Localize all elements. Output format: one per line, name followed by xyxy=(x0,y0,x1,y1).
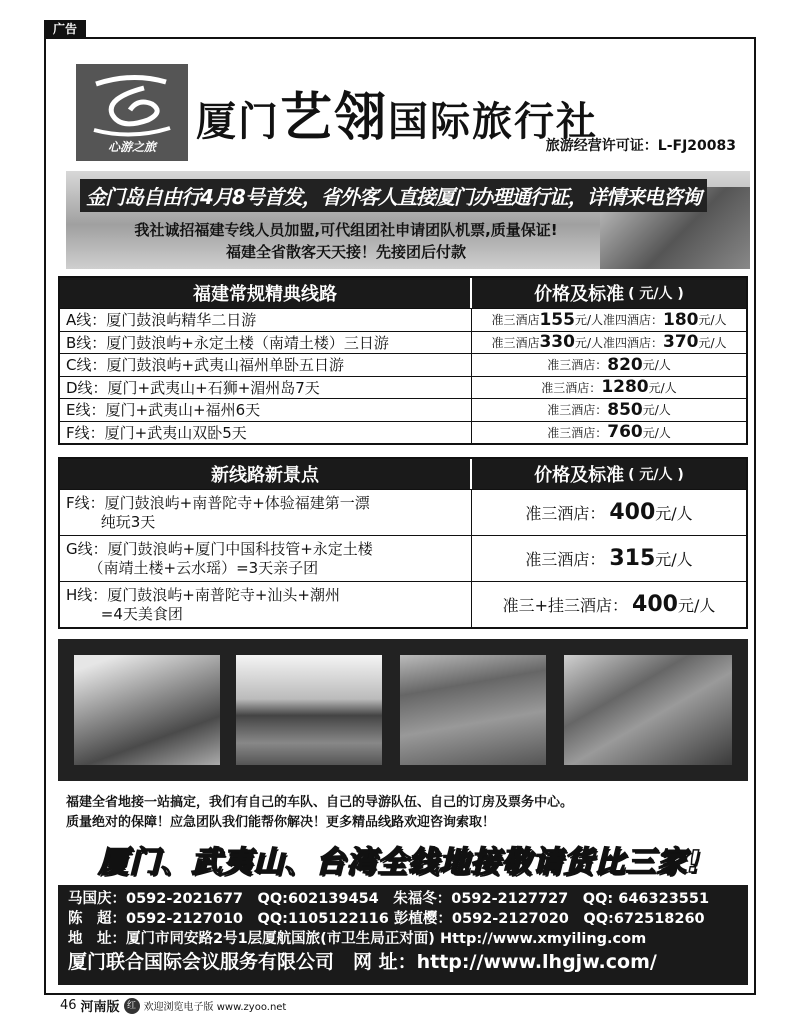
price-cell xyxy=(472,422,746,444)
price-cell xyxy=(472,309,746,331)
price-label: 准三酒店： xyxy=(547,425,608,440)
price-label: 准三酒店： xyxy=(525,550,606,569)
header-price xyxy=(472,278,746,308)
price-value: 400 xyxy=(632,592,678,617)
route-cell: A线：厦门鼓浪屿精华二日游 xyxy=(60,309,472,331)
table-header xyxy=(60,459,746,489)
edition-label: 河南版 xyxy=(80,1000,120,1015)
route-cell: B线：厦门鼓浪屿+永定土楼（南靖土楼）三日游 xyxy=(60,332,472,354)
price-unit: 元/人 xyxy=(642,425,671,440)
contact-website: 厦门联合国际会议服务有限公司 网 址：http://www.lhgjw.com/ xyxy=(68,951,657,973)
price-cell xyxy=(472,582,746,627)
price-value: 1280 xyxy=(601,377,649,398)
page-footer xyxy=(60,996,286,1015)
price-label: 准三酒店 xyxy=(491,335,540,350)
price-value: 330 xyxy=(539,332,575,353)
price-unit: 元/人 xyxy=(642,403,671,418)
ad-tag: 广告 xyxy=(44,20,86,38)
price-unit: 元/人 xyxy=(677,596,716,615)
table-row xyxy=(60,308,746,331)
route-cell: E线：厦门+武夷山+福州6天 xyxy=(60,399,472,421)
price-label: 准三酒店： xyxy=(541,380,602,395)
price-label-2: 准四酒店： xyxy=(603,335,664,350)
table-row xyxy=(60,489,746,535)
banner-subline-2: 福建全省散客天天接！先接团后付款 xyxy=(225,243,466,261)
price-value-2: 180 xyxy=(663,309,699,330)
company-name-part1: 厦门 xyxy=(196,98,280,145)
banner-subline-1: 我社诚招福建专线人员加盟,可代组团社申请团队机票,质量保证! xyxy=(134,221,558,239)
price-unit: 元/人 xyxy=(574,335,603,350)
price-unit-2: 元/人 xyxy=(698,313,727,328)
page-number: 46 xyxy=(60,998,77,1013)
table-row xyxy=(60,535,746,581)
swirl-logo-icon xyxy=(86,70,178,140)
table-row xyxy=(60,398,746,421)
company-name-part3: 国际旅行社 xyxy=(388,98,599,145)
price-cell xyxy=(472,536,746,581)
route-cell: F线：厦门+武夷山双卧5天 xyxy=(60,422,472,444)
price-label: 准三酒店 xyxy=(491,313,540,328)
header-route: 福建常规精典线路 xyxy=(60,278,472,308)
route-cell: C线：厦门鼓浪屿+武夷山福州单卧五日游 xyxy=(60,354,472,376)
table-row xyxy=(60,581,746,627)
price-unit: 元/人 xyxy=(648,380,677,395)
company-name-part2: 艺翎 xyxy=(280,87,389,148)
banner-headline: 金门岛自由行4月8号首发，省外客人直接厦门办理通行证，详情来电咨询 xyxy=(80,179,707,212)
price-cell xyxy=(472,354,746,376)
price-label-2: 准四酒店： xyxy=(603,313,664,328)
price-label: 准三酒店： xyxy=(547,358,608,373)
contact-address: 地 址：厦门市同安路2号1层厦航国旅(市卫生局正对面) Http://www.xmyiling.com xyxy=(68,931,647,947)
price-label: 准三+挂三酒店： xyxy=(502,596,629,615)
price-unit: 元/人 xyxy=(574,313,603,328)
route-line-1: G线：厦门鼓浪屿+厦门中国科技管+永定土楼 xyxy=(66,540,373,558)
photo-waterfront xyxy=(236,655,382,765)
header-unit: ( 元/人 ) xyxy=(628,286,684,302)
price-cell xyxy=(472,399,746,421)
logo xyxy=(76,64,188,161)
price-value: 315 xyxy=(609,546,656,571)
table-header xyxy=(60,278,746,308)
price-cell xyxy=(472,332,746,354)
slogan: 厦门、武夷山、台湾全线地接敬请货比三家! xyxy=(98,845,702,880)
route-line-2: =4天美食团 xyxy=(66,605,183,623)
contact-line-1: 马国庆：0592-2021677 QQ:602139454 朱福冬：0592-2127727 QQ: 646323551 xyxy=(68,891,710,907)
price-label: 准三酒店： xyxy=(547,403,608,418)
company-name xyxy=(196,75,598,150)
header-price xyxy=(472,459,746,489)
route-cell: D线：厦门+武夷山+石狮+湄州岛7天 xyxy=(60,377,472,399)
route-line-1: H线：厦门鼓浪屿+南普陀寺+汕头+潮州 xyxy=(66,586,340,604)
license-number: 旅游经营许可证：L-FJ20083 xyxy=(545,138,736,154)
logo-subtitle: 心游之旅 xyxy=(107,140,156,154)
service-note-1: 福建全省地接一站搞定，我们有自己的车队、自己的导游队伍、自己的订房及票务中心。 xyxy=(66,795,574,810)
price-unit: 元/人 xyxy=(642,358,671,373)
price-label: 准三酒店： xyxy=(525,504,606,523)
table-row xyxy=(60,421,746,444)
price-cell xyxy=(472,490,746,535)
photo-tulou xyxy=(400,655,546,765)
price-value: 400 xyxy=(609,500,656,525)
price-value: 820 xyxy=(607,354,643,375)
price-value: 850 xyxy=(607,399,643,420)
ad-frame xyxy=(44,37,756,995)
header-price-label: 价格及标准 xyxy=(534,284,625,305)
price-value-2: 370 xyxy=(663,332,699,353)
price-value: 760 xyxy=(607,422,643,443)
route-line-2: （南靖土楼+云水瑶）=3天亲子团 xyxy=(66,559,319,577)
price-unit-2: 元/人 xyxy=(698,335,727,350)
price-cell xyxy=(472,377,746,399)
edition-badge-icon: 红 xyxy=(124,998,140,1014)
table-row xyxy=(60,376,746,399)
photo-wuyishan xyxy=(564,655,732,765)
contact-block xyxy=(58,885,748,985)
header-unit: ( 元/人 ) xyxy=(628,467,684,483)
route-line-1: F线：厦门鼓浪屿+南普陀寺+体验福建第一漂 xyxy=(66,494,370,512)
classic-routes-table xyxy=(58,276,748,445)
new-routes-table xyxy=(58,457,748,629)
contact-line-2: 陈 超：0592-2127010 QQ:1105122116 彭植樱：0592-2127020 QQ:672518260 xyxy=(68,911,705,927)
table-row xyxy=(60,331,746,354)
price-unit: 元/人 xyxy=(655,504,693,523)
table-row xyxy=(60,353,746,376)
photo-gulangyu xyxy=(74,655,220,765)
route-line-2: 纯玩3天 xyxy=(66,513,156,531)
route-cell xyxy=(60,490,472,535)
footer-site: 欢迎浏览电子版 www.zyoo.net xyxy=(143,1002,287,1013)
promo-banner xyxy=(66,171,750,269)
photo-strip xyxy=(58,639,748,781)
route-cell xyxy=(60,536,472,581)
price-unit: 元/人 xyxy=(655,550,693,569)
header-price-label: 价格及标准 xyxy=(534,465,625,486)
service-note-2: 质量绝对的保障！应急团队我们能帮你解决！更多精品线路欢迎咨询索取！ xyxy=(66,815,496,830)
header-route: 新线路新景点 xyxy=(60,459,472,489)
price-value: 155 xyxy=(539,309,575,330)
route-cell xyxy=(60,582,472,627)
